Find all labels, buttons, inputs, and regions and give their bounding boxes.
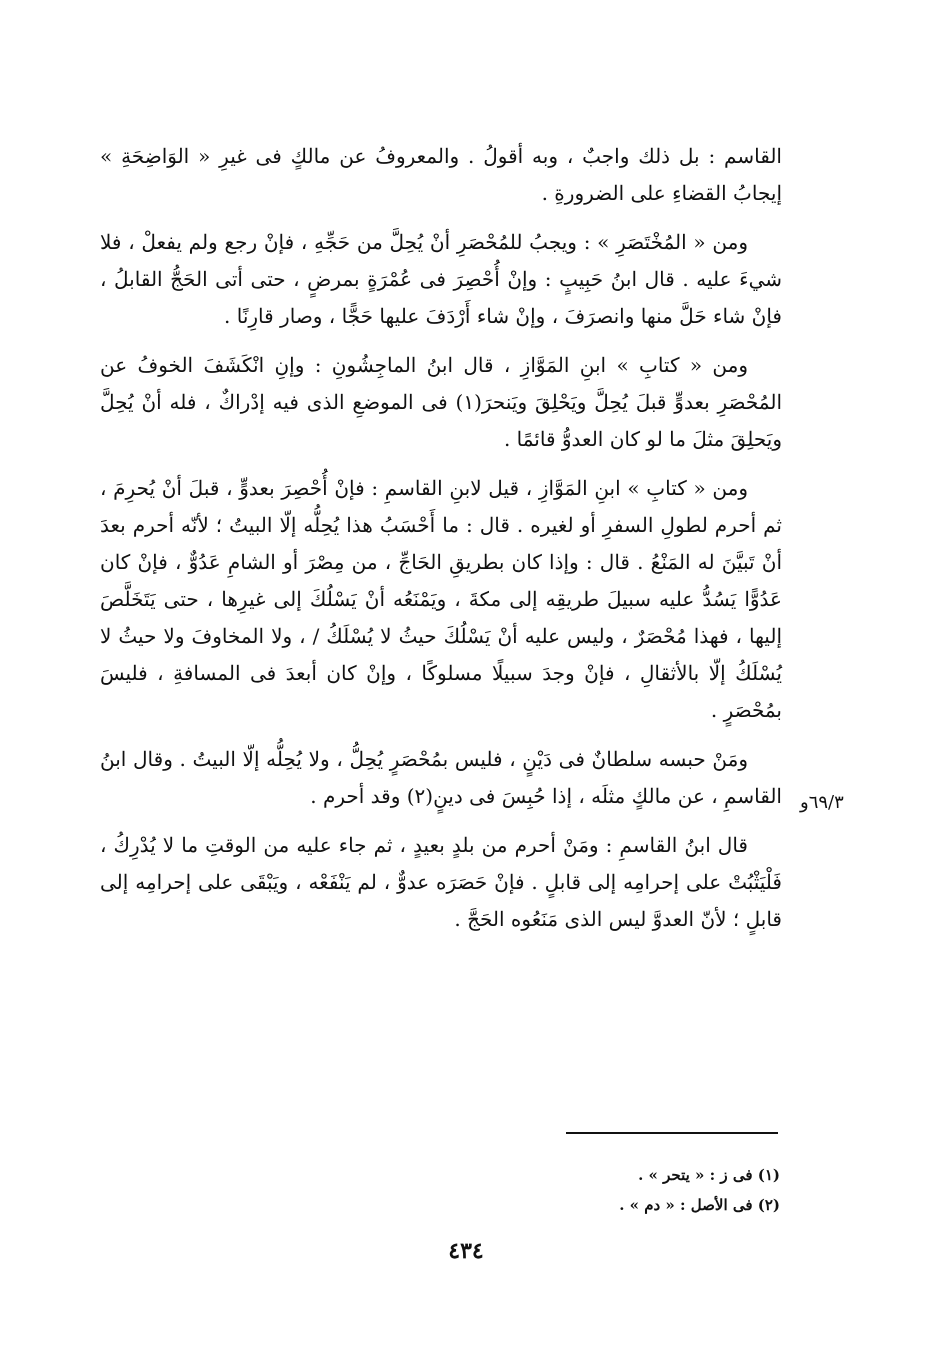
paragraph-3: ومن « كتابِ » ابنِ المَوَّازِ ، قال ابنُ الماجِشُونِ : وإنِ انْكَشَفَ الخوفُ عن المُحْصَرِ بعدوٍّ قبلَ يُحِلَّ ويَحْلِقَ ويَنحرَ(١) فى الموضعِ الذى فيه إدْراكٌ ، فله أنْ يُحِلَّ ويَحلِقَ مثلَ ما لو كان العدوُّ قائمًا .	[100, 353, 783, 451]
footnote-divider	[566, 1132, 778, 1134]
footnote-1: (١) فى ز : « يتحر » .	[638, 1166, 780, 1184]
paragraph-4: ومن « كتابِ » ابنِ المَوَّازِ ، قيل لابنِ القاسمِ : فإنْ أُحْصِرَ بعدوٍّ ، قبلَ أنْ يُحرِمَ ، ثم أحرم لطولِ السفرِ أو لغيره . قال : ما أَحْسَبُ هذا يُحِلُّه إلّا البيتُ ؛ لأنّه أحرم بعدَ أنْ تَبيَّنَ له المَنْعُ . قال : وإذا كان بطريقِ الحَاجِّ ، من مِصْرَ أو الشامِ عَدُوٌّ ، فإنْ كان عَدُوًّا يَسُدُّ عليه سبيلَ طريقِه إلى مكةَ ، ويَمْنَعُه أنْ يَسْلُكَ إلى غيرِها ، حتى يَتَخَلَّصَ إليها ، فهذا مُحْصَرٌ ، وليس عليه أنْ يَسْلُكَ حيثُ لا يُسْلَكُ / ، ولا المخاوفَ ولا حيثُ لا يُسْلَكُ إلّا بالأثقالِ ، فإنْ وجدَ سبيلًا مسلوكًا ، وإنْ كان أبعدَ فى المسافةِ ، فليسَ بمُحْصَرٍ .	[100, 476, 782, 722]
page-number: ٤٣٤	[448, 1238, 484, 1264]
main-text	[100, 138, 782, 950]
footnotes	[420, 1160, 780, 1220]
paragraph-6: قال ابنُ القاسمِ : ومَنْ أحرم من بلدٍ بعيدٍ ، ثم جاء عليه من الوقتِ ما لا يُدْرِكُ ، فَلْيَثْبُتْ على إحرامِه إلى قابلٍ . فإنْ حَصَرَه عدوٌّ ، لم يَنْفَعْه ، ويَبْقَى على إحرامِه إلى قابلٍ ؛ لأنّ العدوَّ ليس الذى مَنَعُوه الحَجَّ .	[100, 833, 782, 931]
manuscript-folio-note: ٦٩/٣و	[800, 792, 844, 813]
paragraph-1: القاسم : بل ذلك واجبٌ ، وبه أقولُ . والمعروفُ عن مالكٍ فى غيرِ « الوَاضِحَةِ » إيجابُ القضاءِ على الضرورةِ .	[100, 144, 782, 205]
paragraph-5: ومَنْ حبسه سلطانٌ فى دَيْنٍ ، فليس بمُحْصَرٍ يُحِلُّ ، ولا يُحِلُّه إلّا البيتُ . وقال ابنُ القاسمِ ، عن مالكٍ مثلَه ، إذا حُبِسَ فى دينٍ(٢) وقد أحرم .	[100, 747, 782, 808]
footnote-2: (٢) فى الأصل : « دم » .	[619, 1196, 780, 1214]
paragraph-2: ومن « المُخْتَصَرِ » : ويجبُ للمُحْصَرِ أنْ يُحِلَّ من حَجِّهِ ، فإنْ رجع ولم يفعلْ ، فلا شيءَ عليه . قال ابنُ حَبِيبٍ : وإنْ أُحْصِرَ فى عُمْرَةٍ بمرضٍ ، حتى أتى الحَجُّ القابلُ ، فإنْ شاء حَلَّ منها وانصرَفَ ، وإنْ شاء أَرْدَفَ عليها حَجًّا ، وصار قارِنًا .	[100, 230, 782, 328]
